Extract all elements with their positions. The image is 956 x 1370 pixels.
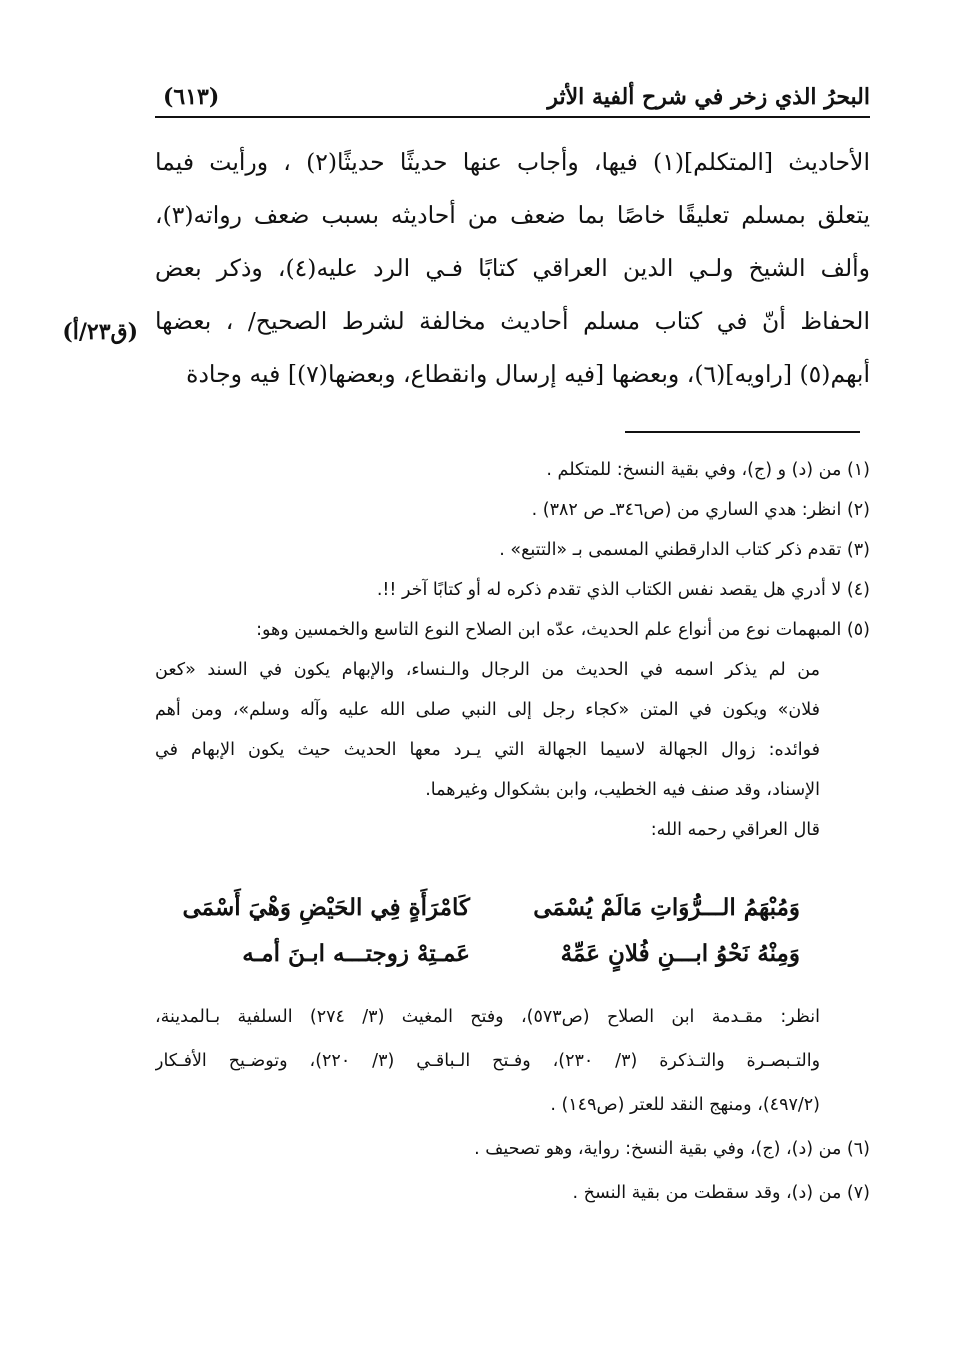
footnote-5-continuation: من لم يذكر اسمه في الحديث من الرجال والـنساء، والإبهام يكون في السند «كعن [155, 660, 820, 680]
poem-verses [182, 885, 800, 977]
footnote-5-continuation: فلان» ويكون في المتن «كجاء رجل إلى النبي صلى الله عليه وآله وسلم»، ومن أهم [155, 700, 820, 720]
footnote-2: (٢) انظر: هدي الساري من (ص٣٤٦ـ ص ٣٨٢) . [531, 500, 870, 520]
references [155, 995, 870, 1215]
main-text [155, 136, 870, 401]
footnote-7: (٧) من (د)، وقد سقطت من بقية النسخ . [572, 1183, 870, 1203]
footnote-1: (١) من (د) و (ج)، وفي بقية النسخ: للمتكلم . [546, 460, 870, 480]
footnote-3: (٣) تقدم ذكر كتاب الدارقطني المسمى بـ «التتبع» . [499, 540, 870, 560]
manuscript-folio-marker: (ق٢٣/أ) [62, 319, 138, 345]
poem-intro: قال العراقي رحمه الله: [650, 820, 820, 840]
verse-first-hemistich: وَمِنْهُ نَحْوُ ابـــنِ فُلانٍ عَمِّهْ [560, 940, 800, 967]
footnote-5-continuation: فوائده: زوال الجهالة لاسيما الجهالة التي يـرد معها الحديث حيث يكون الإبهام في [155, 740, 820, 760]
running-title: البحرُ الذي زخر في شرح ألفية الأثر [547, 84, 870, 110]
page-header [155, 78, 870, 118]
verse-second-hemistich: عَمـتِهْ زوجتـــه ابـنَ أمـه [242, 940, 470, 967]
footnote-4: (٤) لا أدري هل يقصد نفس الكتاب الذي تقدم ذكره له أو كتابًا آخر !!. [376, 580, 870, 600]
page-number: (٦١٣) [163, 84, 220, 110]
footnotes [155, 450, 870, 850]
footnote-6: (٦) من (د)، (ج)، وفي بقية النسخ: رواية، وهو تصحيف . [474, 1139, 870, 1159]
reference-line: والتـبصـرة والتـذكرة (٣/ ٢٣٠)، وفـتح الـباقـي (٣/ ٢٢٠)، وتوضـيح الأفـكار [155, 1051, 821, 1071]
body-line: الأحاديث [المتكلم](١) فيها، وأجاب عنها حديثًا حديثًا(٢) ، ورأيت فيما [155, 148, 870, 176]
reference-line: (٤٩٧/٢)، ومنهج النقد للعتر (ص١٤٩) . [550, 1095, 820, 1115]
body-line: يتعلق بمسلم تعليقًا خاصًا بما ضعف من أحاديثه بسبب ضعف رواته(٣)، [155, 201, 870, 229]
footnote-5-continuation: الإسناد، وقد صنف فيه الخطيب، وابن بشكوال وغيرهما. [425, 780, 820, 800]
reference-line: انظر: مقـدمة ابن الصلاح (ص٥٧٣)، وفتح المغيث (٣/ ٢٧٤) السلفية بـالمدينة، [155, 1007, 820, 1027]
footnote-divider [625, 431, 860, 433]
verse-second-hemistich: كَامْرَأَةٍ فِي الحَيْضِ وَهْيَ أَسْمَى [182, 894, 470, 921]
footnote-5: (٥) المبهمات نوع من أنواع علم الحديث، عدّه ابن الصلاح النوع التاسع والخمسين وهو: [256, 620, 870, 640]
verse [200, 931, 800, 977]
verse-first-hemistich: وَمُبْهَمُ الـــرُّوَاتِ مَالَمْ يُسْمَى [533, 894, 800, 921]
body-line: أبهم(٥) [راويه](٦)، وبعضها [فيه إرسال وانقطاع، وبعضها(٧)] فيه وجادة [186, 360, 870, 388]
verse [182, 885, 800, 931]
header-divider [155, 116, 870, 118]
body-line: وألف الشيخ ولـي الدين العراقي كتابًا فـي الرد عليه(٤)، وذكر بعض [155, 254, 870, 282]
body-line: الحفاظ أنّ في كتاب مسلم أحاديث مخالفة لشرط الصحيح/ ، بعضها [155, 307, 870, 335]
